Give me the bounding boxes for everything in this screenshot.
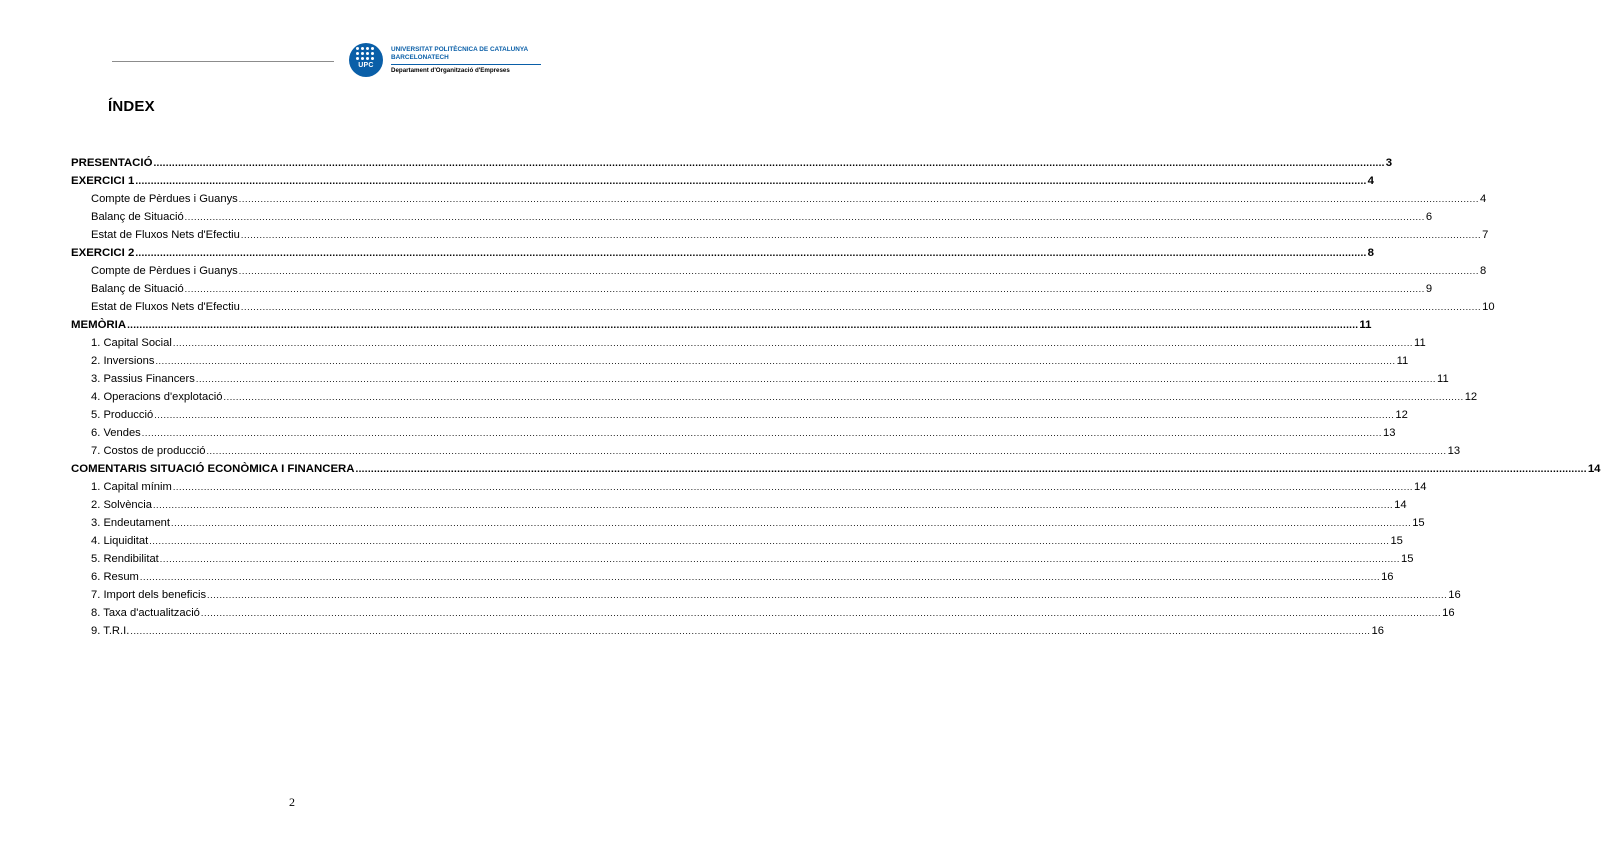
toc-dot-leader: ................................................................................................................................................................................................................................................................................................................................................................................................................: [135, 176, 1367, 187]
logo-divider: [391, 64, 541, 65]
toc-entry[interactable]: [71, 478, 1427, 496]
toc-entry-label: 9. T.R.I.: [91, 625, 130, 637]
toc-entry[interactable]: [71, 316, 1372, 334]
toc-entry-label: 7. Import dels beneficis: [91, 589, 207, 601]
toc-entry[interactable]: [71, 586, 1461, 604]
toc-entry-page: 11: [1359, 319, 1372, 331]
toc-entry-page: 8: [1367, 247, 1374, 259]
toc-entry[interactable]: [71, 154, 1393, 172]
toc-entry[interactable]: [71, 406, 1408, 424]
toc-dot-leader: ................................................................................................................................................................................................................................................................................................................................................................................................................: [149, 536, 1390, 546]
toc-entry[interactable]: [71, 226, 1489, 244]
toc-entry[interactable]: [71, 172, 1374, 190]
toc-entry[interactable]: [71, 370, 1449, 388]
toc-entry-label: 5. Producció: [91, 409, 154, 421]
toc-entry-page: 9: [1425, 283, 1433, 295]
toc-dot-leader: ................................................................................................................................................................................................................................................................................................................................................................................................................: [152, 500, 1394, 510]
toc-entry-label: Estat de Fluxos Nets d'Efectiu: [91, 229, 240, 241]
toc-dot-leader: ................................................................................................................................................................................................................................................................................................................................................................................................................: [200, 608, 1442, 618]
toc-entry-page: 16: [1448, 589, 1461, 601]
toc-entry-label: Balanç de Situació: [91, 211, 184, 223]
header-divider: [112, 61, 334, 62]
toc-entry-label: COMENTARIS SITUACIÓ ECONÒMICA I FINANCERA: [71, 463, 355, 475]
toc-entry-label: 1. Capital mínim: [91, 481, 172, 493]
toc-dot-leader: ................................................................................................................................................................................................................................................................................................................................................................................................................: [171, 518, 1412, 528]
toc-entry-label: 2. Solvència: [91, 499, 152, 511]
toc-dot-leader: ................................................................................................................................................................................................................................................................................................................................................................................................................: [172, 482, 1414, 492]
toc-entry-label: Compte de Pèrdues i Guanys: [91, 193, 238, 205]
toc-entry[interactable]: [71, 208, 1433, 226]
toc-entry-page: 10: [1482, 301, 1495, 313]
toc-entry[interactable]: [71, 622, 1384, 640]
toc-entry-label: 6. Resum: [91, 571, 139, 583]
toc-entry-page: 15: [1412, 517, 1425, 529]
toc-entry[interactable]: [71, 388, 1478, 406]
toc-entry-page: 13: [1382, 427, 1396, 439]
toc-dot-leader: ................................................................................................................................................................................................................................................................................................................................................................................................................: [127, 320, 1359, 331]
upc-emblem-icon: [349, 43, 383, 77]
toc-entry[interactable]: [71, 280, 1433, 298]
toc-dot-leader: ................................................................................................................................................................................................................................................................................................................................................................................................................: [130, 626, 1371, 636]
toc-entry-page: 7: [1482, 229, 1489, 241]
university-name: UNIVERSITAT POLITÈCNICA DE CATALUNYA: [391, 46, 529, 53]
toc-entry-page: 3: [1385, 157, 1393, 169]
toc-entry-page: 16: [1371, 625, 1384, 637]
toc-entry-page: 4: [1367, 175, 1374, 187]
toc-dot-leader: ................................................................................................................................................................................................................................................................................................................................................................................................................: [184, 284, 1425, 294]
logo-mark: UPC: [358, 62, 374, 69]
toc-entry-label: Estat de Fluxos Nets d'Efectiu: [91, 301, 240, 313]
toc-dot-leader: ................................................................................................................................................................................................................................................................................................................................................................................................................: [155, 356, 1396, 366]
toc-dot-leader: ................................................................................................................................................................................................................................................................................................................................................................................................................: [139, 572, 1381, 582]
toc-entry[interactable]: [71, 352, 1409, 370]
department-name: Departament d'Organització d'Empreses: [391, 67, 510, 74]
toc-entry-label: 4. Operacions d'explotació: [91, 391, 223, 403]
toc-entry-page: 12: [1395, 409, 1408, 421]
toc-entry[interactable]: [71, 190, 1487, 208]
toc-entry[interactable]: [71, 550, 1414, 568]
toc-entry-page: 14: [1394, 499, 1407, 511]
toc-dot-leader: ................................................................................................................................................................................................................................................................................................................................................................................................................: [355, 464, 1587, 475]
toc-entry-page: 12: [1464, 391, 1478, 403]
toc-entry[interactable]: [71, 604, 1455, 622]
toc-entry-page: 16: [1442, 607, 1455, 619]
toc-entry[interactable]: [71, 334, 1426, 352]
toc-entry[interactable]: [71, 424, 1396, 442]
toc-entry-page: 15: [1401, 553, 1414, 565]
toc-entry-label: 3. Endeutament: [91, 517, 170, 529]
toc-entry-label: 7. Costos de producció: [91, 445, 206, 457]
toc-entry[interactable]: [71, 514, 1425, 532]
toc-dot-leader: ................................................................................................................................................................................................................................................................................................................................................................................................................: [238, 266, 1479, 276]
toc-dot-leader: ................................................................................................................................................................................................................................................................................................................................................................................................................: [223, 392, 1464, 402]
toc-entry-label: 4. Liquiditat: [91, 535, 149, 547]
toc-entry-page: 16: [1381, 571, 1394, 583]
toc-dot-leader: ................................................................................................................................................................................................................................................................................................................................................................................................................: [240, 230, 1482, 240]
page-number: 2: [289, 795, 295, 809]
toc-dot-leader: ................................................................................................................................................................................................................................................................................................................................................................................................................: [141, 428, 1382, 438]
toc-entry-label: EXERCICI 2: [71, 247, 135, 259]
toc-entry-label: PRESENTACIÓ: [71, 157, 153, 169]
toc-entry-label: Compte de Pèrdues i Guanys: [91, 265, 238, 277]
toc-entry-page: 11: [1437, 373, 1449, 385]
toc-entry-page: 6: [1425, 211, 1433, 223]
toc-entry[interactable]: [71, 262, 1487, 280]
toc-entry-label: 8. Taxa d'actualització: [91, 607, 200, 619]
toc-entry-page: 15: [1390, 535, 1403, 547]
toc-title: ÍNDEX: [108, 98, 155, 115]
toc-dot-leader: ................................................................................................................................................................................................................................................................................................................................................................................................................: [240, 302, 1482, 312]
toc-entry-page: 11: [1414, 337, 1426, 349]
university-subname: BARCELONATECH: [391, 54, 449, 61]
toc-entry[interactable]: [71, 460, 1601, 478]
toc-entry-label: Balanç de Situació: [91, 283, 184, 295]
toc-entry[interactable]: [71, 298, 1495, 316]
toc-dot-leader: ................................................................................................................................................................................................................................................................................................................................................................................................................: [184, 212, 1425, 222]
toc-entry-page: 11: [1396, 355, 1409, 367]
toc-dot-leader: ................................................................................................................................................................................................................................................................................................................................................................................................................: [238, 194, 1479, 204]
toc-entry-label: 2. Inversions: [91, 355, 155, 367]
toc-dot-leader: ................................................................................................................................................................................................................................................................................................................................................................................................................: [195, 374, 1437, 384]
toc-dot-leader: ................................................................................................................................................................................................................................................................................................................................................................................................................: [154, 410, 1395, 420]
toc-entry-label: MEMÒRIA: [71, 319, 127, 331]
toc-entry[interactable]: [71, 532, 1403, 550]
toc-entry-label: 6. Vendes: [91, 427, 141, 439]
toc-entry-page: 13: [1447, 445, 1461, 457]
toc-dot-leader: ................................................................................................................................................................................................................................................................................................................................................................................................................: [207, 590, 1448, 600]
toc-entry-page: 8: [1479, 265, 1487, 277]
toc-entry-label: 1. Capital Social: [91, 337, 172, 349]
toc-dot-leader: ................................................................................................................................................................................................................................................................................................................................................................................................................: [153, 158, 1385, 169]
toc-dot-leader: ................................................................................................................................................................................................................................................................................................................................................................................................................: [159, 554, 1400, 564]
university-logo: [349, 43, 549, 83]
toc-entry[interactable]: [71, 244, 1374, 262]
toc-entry[interactable]: [71, 568, 1394, 586]
toc-entry-page: 14: [1414, 481, 1427, 493]
toc-dot-leader: ................................................................................................................................................................................................................................................................................................................................................................................................................: [135, 248, 1367, 259]
toc-entry[interactable]: [71, 442, 1461, 460]
toc-entry[interactable]: [71, 496, 1407, 514]
toc-entry-page: 4: [1479, 193, 1487, 205]
toc-entry-label: 3. Passius Financers: [91, 373, 195, 385]
toc-dot-leader: ................................................................................................................................................................................................................................................................................................................................................................................................................: [172, 338, 1414, 348]
toc-entry-label: EXERCICI 1: [71, 175, 135, 187]
toc-entry-page: 14: [1587, 463, 1601, 475]
toc-dot-leader: ................................................................................................................................................................................................................................................................................................................................................................................................................: [206, 446, 1447, 456]
toc-entry-label: 5. Rendibilitat: [91, 553, 159, 565]
table-of-contents: [71, 154, 1601, 640]
